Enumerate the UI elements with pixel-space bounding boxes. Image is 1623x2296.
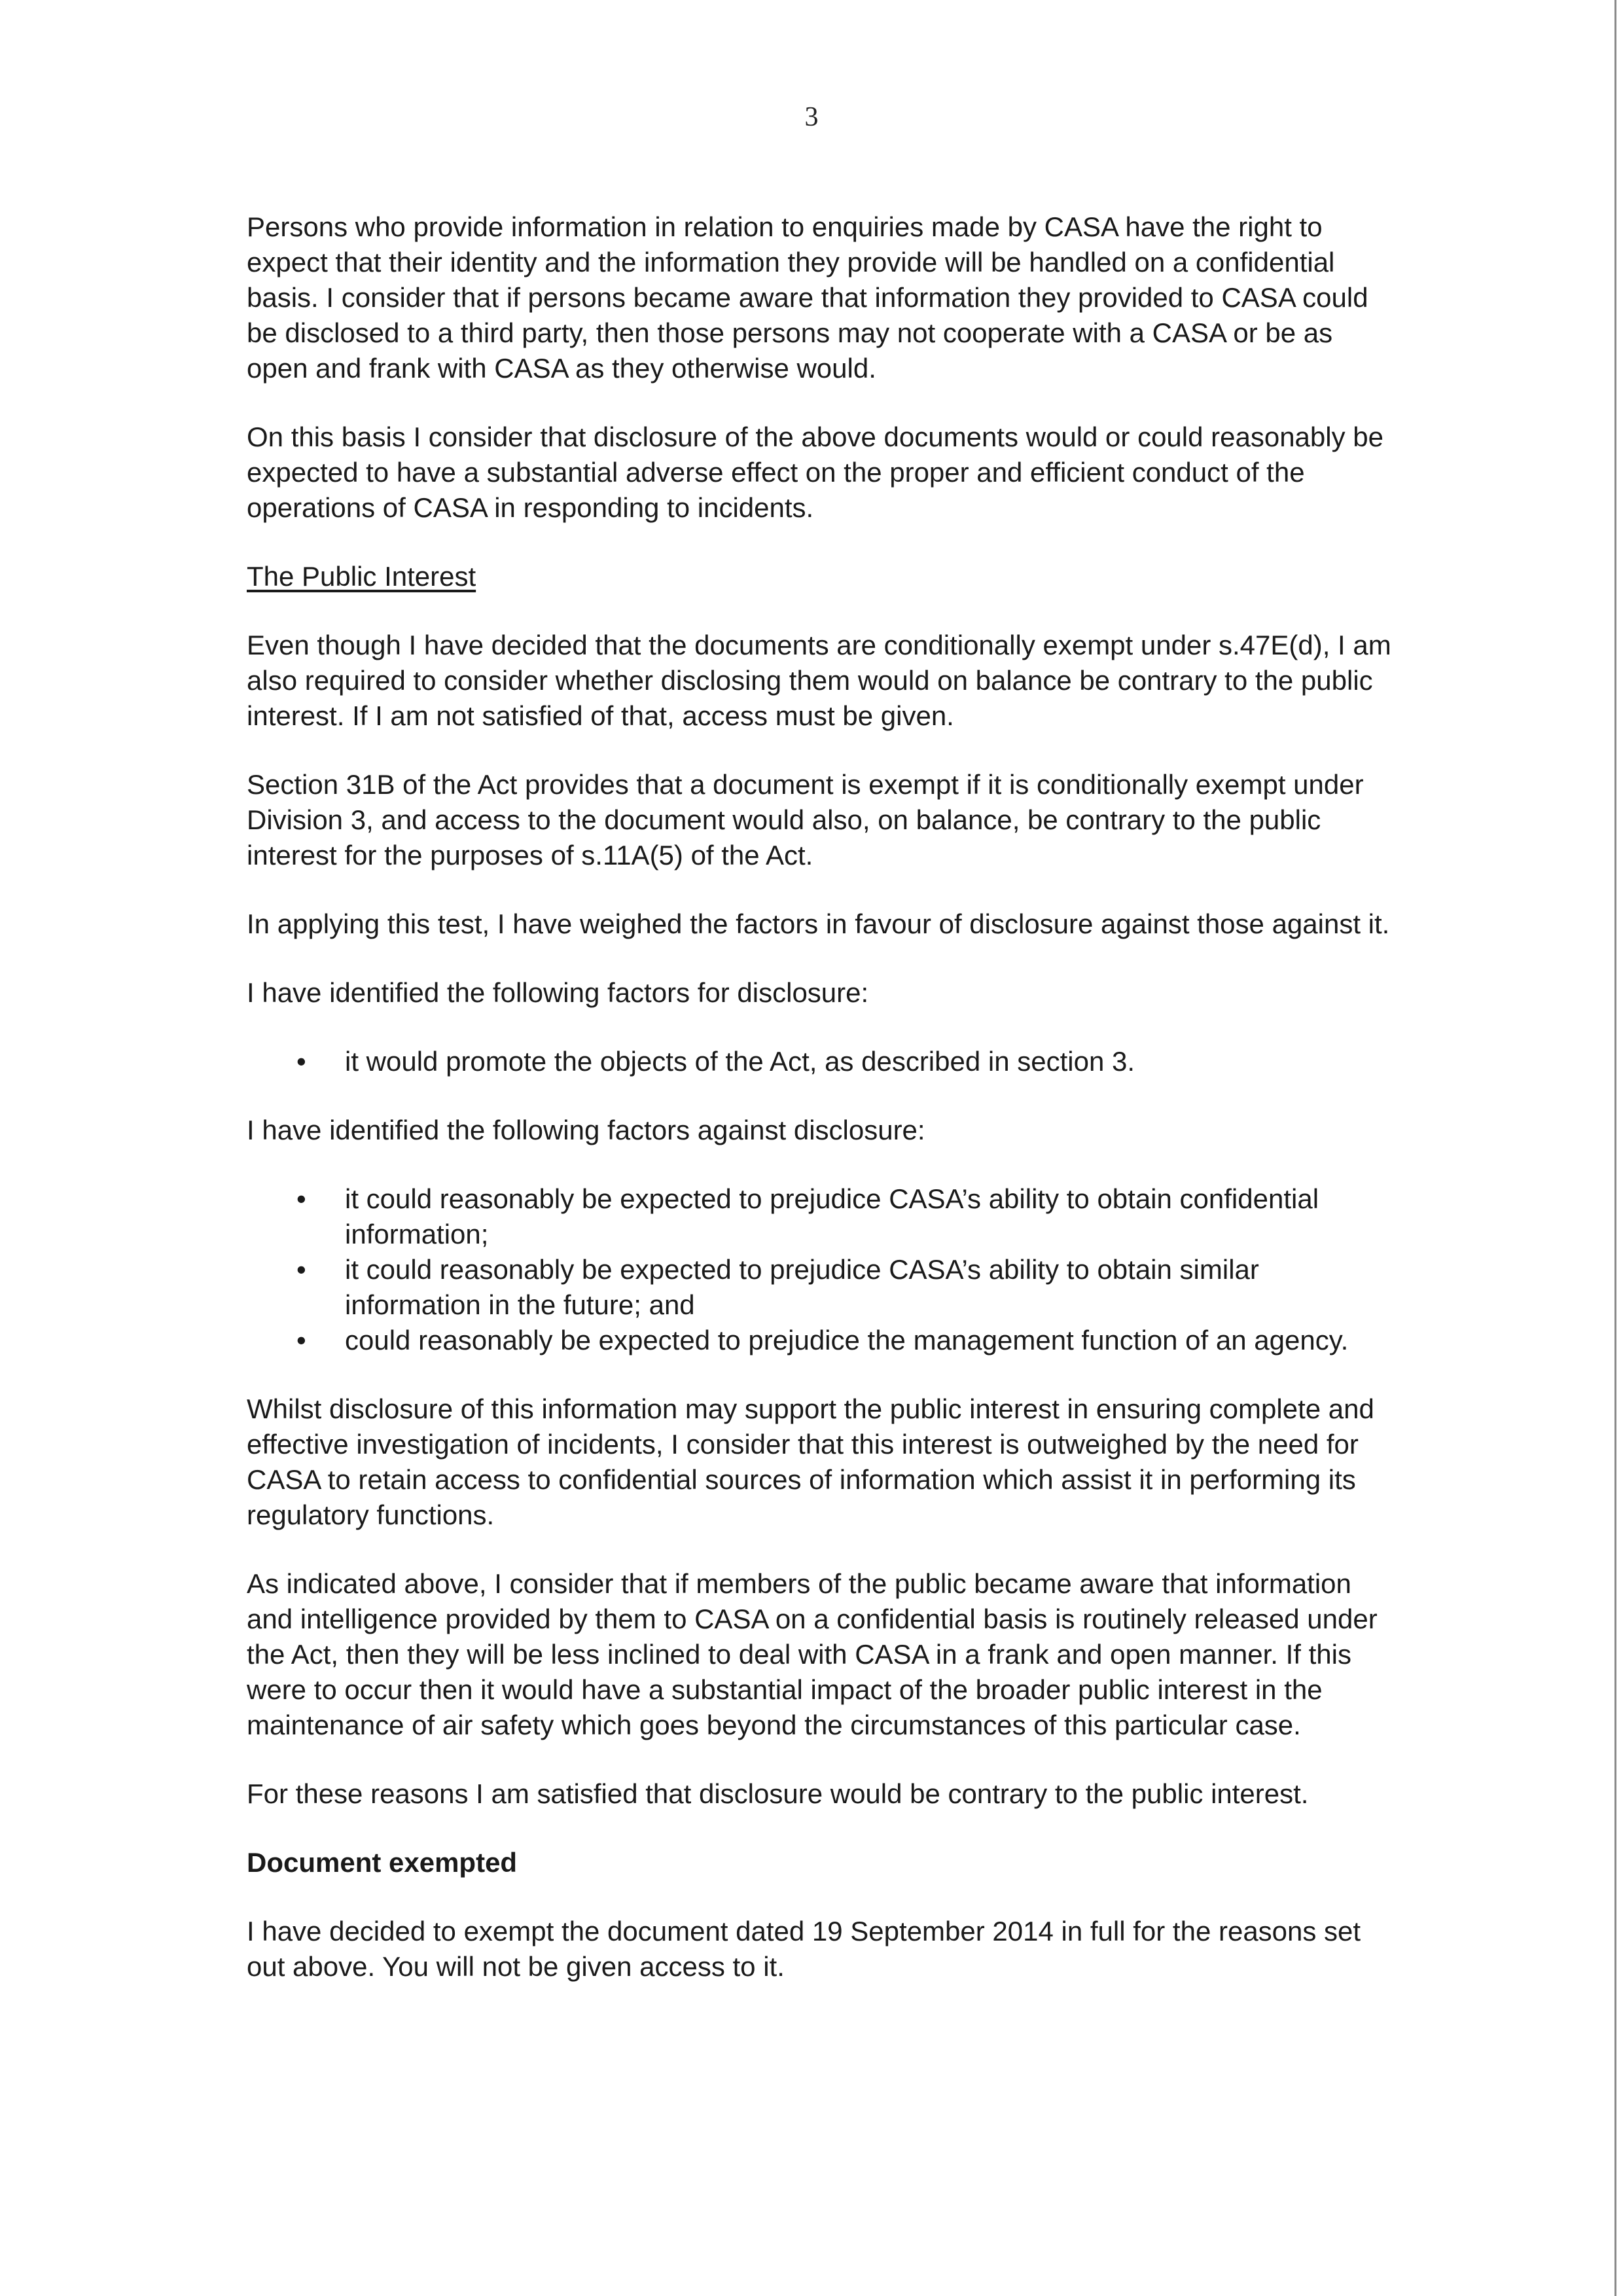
list-item: • it could reasonably be expected to prejudice CASA’s ability to obtain similar information in the future; and: [345, 1252, 1399, 1323]
paragraph-confidential-basis: Persons who provide information in relation to enquiries made by CASA have the right to expect that their identity and the information they provide will be handled on a confidential basis. I consider that if persons became aware that information they provided to CASA could be disclosed to a third party, then those persons may not cooperate with a CASA or be as open and frank with CASA as they otherwise would.: [247, 211, 1368, 384]
list-item: • it could reasonably be expected to prejudice CASA’s ability to obtain confidential information;: [345, 1181, 1399, 1252]
paragraph-factors-for-intro: I have identified the following factors for disclosure:: [247, 977, 869, 1008]
paragraph-conditionally-exempt: Even though I have decided that the documents are conditionally exempt under s.47E(d), I am also required to consider whether disclosing them would on balance be contrary to the public interest. If I am not satisfied of that, access must be given.: [247, 630, 1391, 731]
paragraph-as-indicated: As indicated above, I consider that if members of the public became aware that information and intelligence provided by them to CASA on a confidential basis is routinely released under the Act, then they will be less inclined to deal with CASA in a frank and open manner. If this were to occur then it would have a substantial impact of the broader public interest in the maintenance of air safety which goes beyond the circumstances of this particular case.: [247, 1568, 1378, 1740]
paragraph-factors-against-intro: I have identified the following factors against disclosure:: [247, 1115, 925, 1145]
heading-document-exempted: Document exempted: [247, 1847, 518, 1878]
list-item: • it would promote the objects of the Act, as described in section 3.: [345, 1044, 1399, 1079]
paragraph-whilst-disclosure: Whilst disclosure of this information may support the public interest in ensuring complete and effective investigation of incidents, I consider that this interest is outweighed by the need for CASA to retain access to confidential sources of information which assist it in performing its regulatory functions.: [247, 1393, 1374, 1530]
page-number: 3: [804, 102, 819, 132]
scan-edge-line: [1614, 0, 1616, 2296]
paragraph-applying-test: In applying this test, I have weighed the factors in favour of disclosure against those against it.: [247, 908, 1390, 939]
paragraph-for-these-reasons: For these reasons I am satisfied that disclosure would be contrary to the public interest.: [247, 1778, 1309, 1809]
paragraph-adverse-effect: On this basis I consider that disclosure of the above documents would or could reasonably be expected to have a substantial adverse effect on the proper and efficient conduct of the operations of CASA in responding to incidents.: [247, 422, 1383, 523]
list-item: • could reasonably be expected to prejudice the management function of an agency.: [345, 1323, 1399, 1358]
document-body: [247, 209, 1399, 2018]
paragraph-section-31b: Section 31B of the Act provides that a document is exempt if it is conditionally exempt under Division 3, and access to the document would also, on balance, be contrary to the public interest for the purposes of s.11A(5) of the Act.: [247, 769, 1364, 870]
paragraph-decision: I have decided to exempt the document dated 19 September 2014 in full for the reasons set out above. You will not be given access to it.: [247, 1916, 1361, 1982]
heading-public-interest: The Public Interest: [247, 561, 476, 592]
factors-against-list: [247, 1181, 1399, 1358]
factors-for-list: [247, 1044, 1399, 1079]
